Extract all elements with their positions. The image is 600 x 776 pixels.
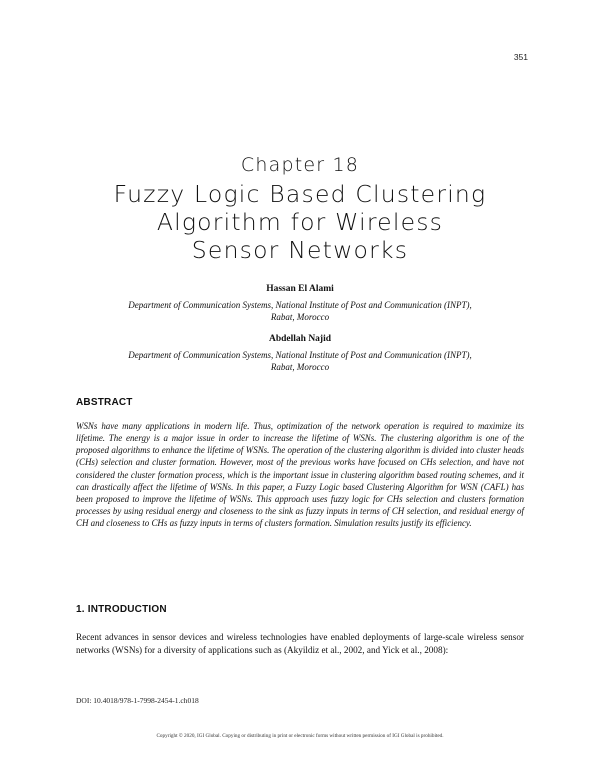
author-affiliation [100,349,500,373]
author-affiliation [100,299,500,323]
author-name: Hassan El Alami [266,284,334,294]
affiliation-line: Department of Communication Systems, National Institute of Post and Communication (INPT), [128,300,472,310]
affiliation-line: Rabat, Morocco [270,312,330,322]
affiliation-line: Department of Communication Systems, National Institute of Post and Communication (INPT), [128,350,472,360]
chapter-title-line: Sensor Networks [191,236,409,264]
doi-line: DOI: 10.4018/978-1-7998-2454-1.ch018 [76,696,199,705]
page-number: 351 [513,52,528,62]
introduction-heading: 1. INTRODUCTION [76,604,167,615]
chapter-title [0,180,600,264]
chapter-title-line: Algorithm for Wireless [156,208,444,236]
affiliation-line: Rabat, Morocco [270,362,330,372]
copyright-notice: Copyright © 2020, IGI Global. Copying or distributing in print or electronic forms without written permission of IGI Global is prohibited. [156,733,444,739]
author-name: Abdellah Najid [268,334,332,344]
chapter-title-line: Fuzzy Logic Based Clustering [113,180,487,208]
introduction-body: Recent advances in sensor devices and wireless technologies have enabled deployments of large-scale wireless sensor networks (WSNs) for a diversity of applications such as (Akyildiz et al., 2002, and Yick et al., 2008): [76,632,524,655]
abstract-heading: ABSTRACT [76,397,133,408]
abstract-body: WSNs have many applications in modern life. Thus, optimization of the network operation is required to maximize its lifetime. The energy is a major issue in order to increase the lifetime of WSNs. The clustering algorithm is one of the proposed algorithms to enhance the lifetime of WSNs. The operation of the clustering algorithm is divided into cluster heads (CHs) selection and cluster formation. However, most of the previous works have focused on CHs selection, and have not considered the cluster formation process, which is the important issue in clustering algorithm based routing schemes, and it can drastically affect the lifetime of WSNs. In this paper, a Fuzzy Logic based Clustering Algorithm for WSN (CAFL) has been proposed to improve the lifetime of WSNs. This approach uses fuzzy logic for CHs selection and clusters formation processes by using residual energy and closeness to the sink as fuzzy inputs in terms of CH selection, and residual energy of CH and closeness to CHs as fuzzy inputs in terms of clusters formation. Simulation results justify its efficiency. [76,421,524,529]
chapter-label: Chapter 18 [240,154,360,176]
